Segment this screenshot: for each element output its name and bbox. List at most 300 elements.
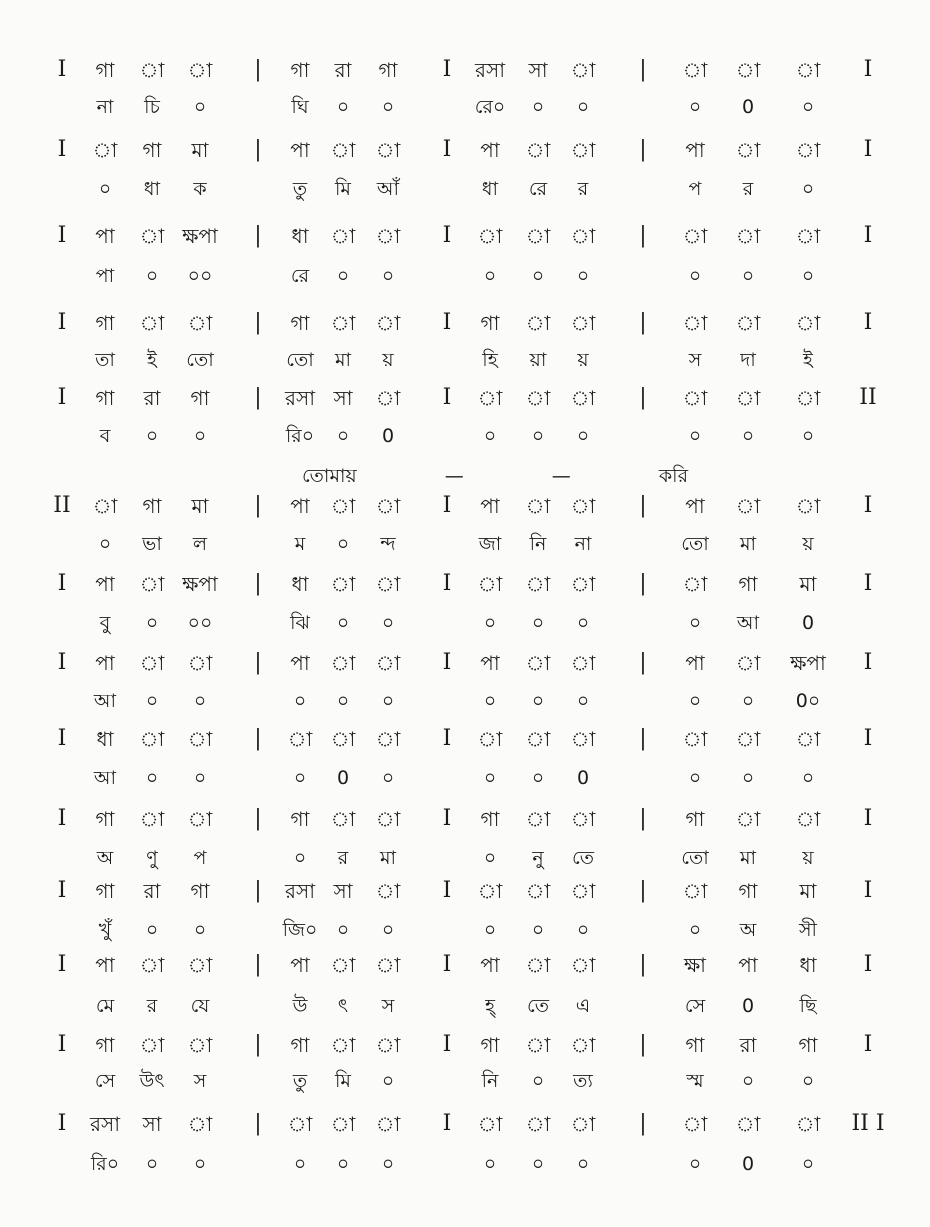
lyric-syllable: আ [736,612,760,634]
lyric-syllable: ক [193,178,207,200]
bar-separator: I [863,223,873,248]
lyric-syllable: ০ [336,1153,350,1175]
lyric-syllable: নু [532,847,544,869]
bar-separator: | [254,137,262,162]
swara-note: রা [143,386,161,410]
bar-separator: I [57,806,67,831]
swara-note: া [682,727,708,751]
lyric-syllable: না [96,96,114,118]
lyric-syllable: ০ [531,767,545,789]
lyric-syllable: র [146,995,158,1017]
bar-separator: I [442,493,452,518]
lyric-syllable: জা [478,533,502,555]
swara-note: পা [290,494,310,518]
swara-note: া [570,572,596,596]
lyric-syllable: ০ [381,690,395,712]
lyric-syllable: তো [186,349,214,371]
bar-separator: | [254,726,262,751]
swara-note: া [525,311,551,335]
lyric-syllable: আ [93,690,117,712]
lyric-syllable: মা [379,847,397,869]
lyric-row [0,526,930,562]
swara-row [0,132,930,168]
swara-note: া [525,879,551,903]
swara-note: গা [95,311,115,335]
lyric-syllable: ০ [576,919,590,941]
swara-note: া [525,807,551,831]
lyric-syllable: স [688,349,702,371]
swara-note: গা [190,386,210,410]
swara-note: া [570,1112,596,1136]
lyric-syllable: ০ [688,1153,702,1175]
lyric-syllable: উৎ [139,1070,165,1092]
lyric-syllable: চি [144,96,160,118]
lyric-syllable: ০ [688,265,702,287]
swara-row [0,645,930,681]
swara-note: গা [798,1033,818,1057]
swara-note: া [477,1112,503,1136]
swara-note: া [682,879,708,903]
swara-note: া [139,807,165,831]
swara-note: া [139,651,165,675]
lyric-syllable: 0 [576,767,590,789]
lyric-syllable: ০ [381,1153,395,1175]
bar-separator: | [639,493,647,518]
lyric-syllable: ০ [381,96,395,118]
lyric-syllable: ধা [481,178,499,200]
lyric-syllable: ০ [98,178,112,200]
lyric-syllable: ০ [336,612,350,634]
bar-separator: I [863,571,873,596]
lyric-syllable: ঝি [290,612,310,634]
swara-note: া [795,807,821,831]
lyric-syllable: ০ [336,265,350,287]
lyric-syllable: যে [190,995,210,1017]
swara-note: মা [191,138,209,162]
swara-row [0,1027,930,1063]
swara-note: া [139,572,165,596]
lyric-syllable: ০ [336,425,350,447]
lyric-syllable: য়া [529,349,547,371]
swara-note: পা [685,138,705,162]
bar-separator: II [53,493,71,518]
lyric-syllable: প [688,178,702,200]
bar-separator: | [639,806,647,831]
lyric-syllable: ০ [193,690,207,712]
lyric-syllable: 0০ [795,690,821,712]
swara-note: ধা [96,727,114,751]
lyric-syllable: ৎ [337,995,349,1017]
bar-separator: I [863,878,873,903]
bar-separator: I [442,952,452,977]
lyric-syllable: রে০ [474,96,506,118]
swara-note: া [570,386,596,410]
bar-separator: I [863,806,873,831]
bar-separator: I [57,726,67,751]
swara-note: া [525,953,551,977]
lyric-syllable: 0 [381,425,395,447]
lyric-row [0,840,930,876]
lyric-syllable: ০ [576,612,590,634]
bar-separator: | [639,952,647,977]
lyric-syllable: প [193,847,207,869]
swara-note: া [735,386,761,410]
swara-note: া [735,224,761,248]
lyric-syllable: ০ [193,767,207,789]
swara-note: া [330,494,356,518]
bar-separator: | [254,385,262,410]
swara-note: া [330,311,356,335]
swara-note: া [570,651,596,675]
swara-note: া [570,807,596,831]
swara-note: া [375,494,401,518]
swara-note: া [477,879,503,903]
lyric-syllable: ন্দ [380,533,396,555]
lyric-syllable: ০ [531,96,545,118]
swara-note: গা [738,572,758,596]
lyric-syllable: ০ [145,919,159,941]
lyric-syllable: ০ [741,1070,755,1092]
bar-separator: | [254,223,262,248]
bar-separator: I [863,493,873,518]
lyric-syllable: হ্ [485,995,495,1017]
lyric-syllable: র [742,178,754,200]
lyric-syllable: ০ [741,690,755,712]
lyric-syllable: 0 [801,612,815,634]
lyric-row [0,605,930,641]
lyric-syllable: ০ [381,1070,395,1092]
lyric-syllable: মি [335,1070,351,1092]
lyric-syllable: ০ [576,1153,590,1175]
swara-note: া [570,727,596,751]
bar-separator: I [442,310,452,335]
lyric-syllable: ০ [293,1153,307,1175]
swara-note: পা [685,494,705,518]
lyric-syllable: ০ [801,1153,815,1175]
swara-note: া [570,224,596,248]
bar-separator: I [57,1032,67,1057]
lyric-syllable: ০ [576,425,590,447]
swara-row [0,305,930,341]
bar-separator: | [254,650,262,675]
bar-separator: | [254,571,262,596]
swara-note: গা [95,386,115,410]
swara-note: গা [95,58,115,82]
lyric-syllable: ০ [801,96,815,118]
lyric-syllable: রি০ [90,1153,120,1175]
lyric-syllable: ০ [336,919,350,941]
swara-note: া [187,953,213,977]
lyric-syllable: ০ [688,425,702,447]
bar-separator: I [57,385,67,410]
bar-separator: | [639,223,647,248]
lyric-syllable: ০ [531,1070,545,1092]
lyric-syllable: ম [294,533,306,555]
bar-separator: | [639,650,647,675]
bar-separator: I [57,223,67,248]
swara-row [0,1106,930,1142]
lyric-syllable: ০ [688,612,702,634]
bar-separator: | [639,385,647,410]
bar-separator: I [442,806,452,831]
lyric-syllable: ই [147,349,157,371]
swara-note: া [682,1112,708,1136]
lyric-syllable: ০ [531,612,545,634]
lyric-row [0,258,930,294]
bar-separator: | [254,1032,262,1057]
lyric-row [0,89,930,125]
swara-note: া [682,572,708,596]
swara-note: া [525,727,551,751]
swara-note: া [477,224,503,248]
swara-note: া [570,138,596,162]
bar-separator: | [639,57,647,82]
swara-note: া [735,727,761,751]
swara-note: া [735,138,761,162]
lyric-syllable: 0 [336,767,350,789]
swara-note: া [735,311,761,335]
bar-separator: | [254,806,262,831]
swara-note: পা [290,138,310,162]
lyric-syllable: ০ [483,612,497,634]
lyric-syllable: রে [290,265,310,287]
swara-note: ক্ষপা [182,224,218,248]
lyric-syllable: ০ [483,919,497,941]
swara-note: া [375,807,401,831]
swara-note: গা [480,311,500,335]
bar-separator: I [442,223,452,248]
swara-note: গা [95,1033,115,1057]
lyric-syllable: ০ [336,533,350,555]
swara-note: া [92,138,118,162]
swara-note: পা [480,953,500,977]
swara-note: গা [290,807,310,831]
swara-row [0,218,930,254]
swara-note: া [92,494,118,518]
swara-note: া [375,224,401,248]
lyric-syllable: ০ [145,767,159,789]
lyric-syllable: ০ [293,690,307,712]
swara-row [0,721,930,757]
swara-note: া [139,311,165,335]
swara-note: া [187,1112,213,1136]
bar-separator: II I [851,1111,885,1136]
lyric-syllable: ০ [293,847,307,869]
bar-separator: I [57,57,67,82]
lyric-syllable: আঁ [376,178,400,200]
lyric-syllable: ধা [143,178,161,200]
lyric-syllable: ০ [381,767,395,789]
lyric-syllable: ভা [142,533,162,555]
lyric-syllable: ণু [146,847,158,869]
swara-note: মা [799,879,817,903]
swara-note: া [682,311,708,335]
lyric-syllable: ০ [483,1153,497,1175]
lyric-syllable: স [193,1070,207,1092]
bar-separator: I [863,137,873,162]
lyric-syllable: ০ [531,919,545,941]
lyric-syllable: সে [684,995,706,1017]
lyric-syllable: র [577,178,589,200]
swara-note: া [375,953,401,977]
swara-row [0,873,930,909]
swara-note: গা [95,807,115,831]
lyric-syllable: তো [681,847,709,869]
lyric-syllable: পা [95,265,115,287]
lyric-syllable: ই [803,349,813,371]
bar-separator: | [639,137,647,162]
swara-note: সা [333,879,353,903]
lyric-row [0,683,930,719]
lyric-syllable: মি [335,178,351,200]
lyric-row [0,988,930,1024]
swara-note: া [139,727,165,751]
lyric-syllable: ০ [336,96,350,118]
swara-note: গা [290,1033,310,1057]
lyric-syllable: ০ [145,1153,159,1175]
bar-separator: | [254,310,262,335]
swara-note: া [287,727,313,751]
lyric-syllable: সী [799,919,817,941]
swara-note: া [570,311,596,335]
swara-note: মা [191,494,209,518]
swara-note: া [795,224,821,248]
swara-note: া [525,386,551,410]
swara-note: পা [480,651,500,675]
swara-note: া [682,386,708,410]
swara-note: া [187,651,213,675]
bar-separator: I [863,57,873,82]
swara-note: া [682,58,708,82]
bar-separator: I [442,1111,452,1136]
swara-note: া [375,727,401,751]
bar-separator: | [254,878,262,903]
lyric-syllable: ০ [293,767,307,789]
lyric-syllable: তা [95,349,115,371]
caption-dash: — [551,465,571,487]
swara-note: া [795,494,821,518]
lyric-syllable: আ [93,767,117,789]
swara-note: া [187,807,213,831]
swara-note: া [795,58,821,82]
bar-separator: | [639,878,647,903]
bar-separator: II [859,385,877,410]
bar-separator: | [254,493,262,518]
swara-note: া [375,311,401,335]
bar-separator: I [863,650,873,675]
swara-note: রা [739,1033,757,1057]
lyric-syllable: ০ [801,1070,815,1092]
lyric-row [0,1063,930,1099]
lyric-syllable: ০ [381,265,395,287]
bar-separator: I [57,571,67,596]
bar-separator: I [442,137,452,162]
bar-separator: I [442,726,452,751]
swara-note: া [525,1033,551,1057]
lyric-row [0,912,930,948]
swara-note: পা [95,651,115,675]
swara-row [0,947,930,983]
bar-separator: I [57,137,67,162]
caption-dash: — [444,465,464,487]
swara-note: রসা [89,1112,120,1136]
swara-note: া [375,1112,401,1136]
bar-separator: I [442,57,452,82]
swara-note: া [795,138,821,162]
lyric-syllable: রি০ [285,425,315,447]
lyric-syllable: ০ [741,265,755,287]
swara-note: া [525,651,551,675]
lyric-syllable: ০ [576,265,590,287]
lyric-syllable: ০০ [187,265,213,287]
lyric-syllable: ছি [799,995,817,1017]
swara-note: ধা [291,224,309,248]
lyric-syllable: ০ [483,690,497,712]
swara-note: রা [334,58,352,82]
swara-row [0,566,930,602]
lyric-syllable: ০ [483,425,497,447]
swara-note: ক্ষা [683,953,706,977]
swara-note: া [477,572,503,596]
lyric-syllable: তো [681,533,709,555]
lyric-syllable: ০ [483,847,497,869]
swara-note: গা [142,138,162,162]
lyric-syllable: স [381,995,395,1017]
bar-separator: I [863,726,873,751]
lyric-syllable: ০ [576,96,590,118]
swara-note: া [187,1033,213,1057]
swara-note: পা [95,224,115,248]
lyric-syllable: ০ [576,690,590,712]
bar-separator: | [639,1111,647,1136]
lyric-syllable: সে [94,1070,116,1092]
lyric-syllable: তু [292,1070,308,1092]
swara-note: া [735,651,761,675]
lyric-syllable: ০ [193,96,207,118]
swara-note: া [375,651,401,675]
lyric-syllable: ০ [381,612,395,634]
swara-note: া [375,386,401,410]
lyric-syllable: মা [739,847,757,869]
swara-note: গা [378,58,398,82]
lyric-syllable: 0 [741,96,755,118]
lyric-syllable: ০ [193,919,207,941]
swara-note: রসা [284,386,315,410]
lyric-syllable: মা [739,533,757,555]
lyric-syllable: তে [527,995,549,1017]
swara-note: সা [528,58,548,82]
swara-note: া [682,224,708,248]
swara-note: া [187,58,213,82]
lyric-syllable: ০ [145,425,159,447]
bar-separator: | [639,726,647,751]
swara-note: া [330,572,356,596]
swara-note: মা [799,572,817,596]
swara-note: গা [480,807,500,831]
lyric-syllable: য় [382,349,394,371]
swara-note: া [330,224,356,248]
bar-separator: | [254,1111,262,1136]
lyric-syllable: য় [802,533,814,555]
swara-note: া [187,727,213,751]
bar-separator: I [442,878,452,903]
lyric-syllable: বু [99,612,111,634]
swara-note: া [139,224,165,248]
swara-note: রসা [284,879,315,903]
swara-note: া [525,224,551,248]
swara-note: গা [480,1033,500,1057]
lyric-syllable: স্ম [686,1070,704,1092]
